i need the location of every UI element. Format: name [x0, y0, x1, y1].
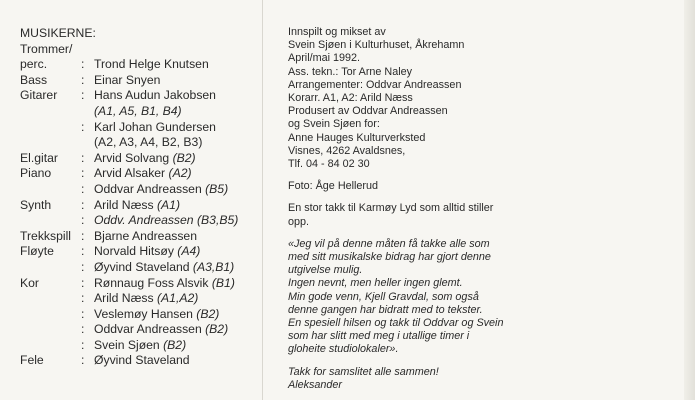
- separator-colon: :: [81, 322, 85, 337]
- credit-row: [20, 229, 238, 245]
- musician-credit: [94, 260, 234, 276]
- separator-colon: :: [81, 166, 85, 181]
- musician-name: Rønnaug Foss Alsvik: [94, 275, 212, 290]
- fold-line: [262, 0, 263, 400]
- musician-credit: [94, 73, 160, 89]
- credit-row: [20, 276, 238, 292]
- page-edge: [684, 0, 695, 400]
- musician-name: Øyvind Staveland: [94, 259, 193, 274]
- musician-credit: [94, 244, 200, 260]
- musician-credit: [94, 213, 238, 229]
- production-line: Produsert av Oddvar Andreassen: [288, 105, 448, 118]
- instrument-label: Trommer/: [20, 41, 73, 56]
- instrument-label: Fele: [20, 353, 44, 368]
- musician-credit: [94, 88, 216, 104]
- separator-colon: :: [81, 72, 85, 87]
- photo-credit: Foto: Åge Hellerud: [288, 180, 379, 193]
- message-line: som har slitt med meg i utallige timer i: [288, 330, 470, 343]
- musician-name: Trond Helge Knutsen: [94, 57, 209, 72]
- separator-colon: :: [81, 150, 85, 165]
- separator-colon: :: [81, 88, 85, 103]
- message-line: «Jeg vil på denne måten få takke alle som: [288, 237, 490, 250]
- musician-credit: [94, 151, 196, 167]
- credit-row: [20, 213, 238, 229]
- track-reference: (A1): [156, 197, 181, 212]
- musician-name: Oddvar Andreassen: [94, 181, 206, 196]
- instrument-label: [20, 120, 81, 136]
- musician-name: Einar Snyen: [94, 72, 161, 87]
- musician-credit: [94, 291, 198, 307]
- instrument-label: [20, 338, 81, 354]
- instrument-label: perc.: [20, 57, 48, 72]
- musician-name: Karl Johan Gundersen: [94, 119, 216, 134]
- credit-row: [20, 88, 238, 104]
- message-line: gloheite studiolokaler».: [288, 343, 399, 356]
- production-line: Svein Sjøen i Kulturhuset, Åkrehamn: [288, 39, 465, 52]
- instrument-label: El.gitar: [20, 150, 58, 165]
- track-reference: (B2): [205, 322, 229, 337]
- message-line: En spesiell hilsen og takk til Oddvar og Svein: [288, 317, 504, 330]
- musician-name: Veslemøy Hansen: [94, 306, 197, 321]
- musician-credit: [94, 229, 197, 245]
- musician-credit: [94, 307, 219, 323]
- musician-credit: [94, 198, 180, 214]
- credit-row: [20, 198, 238, 214]
- credit-row: [20, 338, 238, 354]
- closing-line: Takk for samslitet alle sammen!: [288, 365, 439, 378]
- separator-colon: [81, 42, 94, 58]
- musician-credit: [94, 322, 228, 338]
- musician-credit: [94, 104, 182, 120]
- credit-row: [20, 260, 238, 276]
- musician-credit: [94, 182, 228, 198]
- musician-name: Oddvar Andreassen: [94, 322, 206, 337]
- separator-colon: :: [81, 291, 85, 306]
- instrument-label: Piano: [20, 166, 52, 181]
- track-reference: (A4): [177, 244, 201, 259]
- instrument-label: [20, 307, 81, 323]
- musician-credit: [94, 120, 216, 136]
- production-line: Visnes, 4262 Avaldsnes,: [288, 144, 406, 157]
- track-reference: (B2): [196, 306, 220, 321]
- separator-colon: :: [81, 353, 85, 368]
- musician-credit: [94, 338, 186, 354]
- signature: Aleksander: [288, 378, 343, 391]
- credits-heading: MUSIKERNE:: [20, 26, 96, 40]
- separator-colon: :: [81, 57, 85, 72]
- track-reference: (A2): [168, 166, 192, 181]
- instrument-label: [20, 135, 81, 151]
- track-reference: (B2): [172, 150, 196, 165]
- instrument-label: [20, 182, 81, 198]
- instrument-label: Synth: [20, 197, 52, 212]
- credit-row: [20, 104, 238, 120]
- separator-colon: :: [81, 259, 85, 274]
- instrument-label: Gitarer: [20, 88, 58, 103]
- credit-row: [20, 120, 238, 136]
- separator-colon: :: [81, 244, 85, 259]
- track-reference: (A3,B1): [192, 259, 235, 274]
- production-line: Korarr. A1, A2: Arild Næss: [288, 92, 413, 105]
- credit-row: [20, 73, 238, 89]
- credit-row: [20, 42, 238, 58]
- message-line: utgivelse mulig.: [288, 264, 363, 277]
- production-line: Anne Hauges Kulturverksted: [288, 131, 426, 144]
- musician-name: (A2, A3, A4, B2, B3): [94, 135, 203, 150]
- production-block: [288, 26, 528, 171]
- message-block: [288, 238, 528, 357]
- instrument-label: Trekkspill: [20, 228, 72, 243]
- credit-row: [20, 291, 238, 307]
- instrument-label: Kor: [20, 275, 39, 290]
- separator-colon: :: [81, 181, 85, 196]
- track-reference: (A1, A5, B1, B4): [94, 103, 182, 118]
- credits-list: [20, 42, 238, 369]
- thanks-line: En stor takk til Karmøy Lyd som alltid stiller: [288, 202, 494, 215]
- musician-name: Arvid Alsaker: [94, 166, 169, 181]
- production-line: Ass. tekn.: Tor Arne Naley: [288, 65, 413, 78]
- production-line: Arrangementer: Oddvar Andreassen: [288, 78, 462, 91]
- musician-name: Arild Næss: [94, 291, 157, 306]
- credit-row: [20, 182, 238, 198]
- musician-name: Arild Næss: [94, 197, 157, 212]
- track-reference: (B5): [205, 181, 229, 196]
- track-reference: (B1): [211, 275, 235, 290]
- musician-credit: [94, 57, 209, 73]
- instrument-label: Bass: [20, 72, 48, 87]
- musician-name: Bjarne Andreassen: [94, 228, 197, 243]
- musician-name: Arvid Solvang: [94, 150, 173, 165]
- instrument-label: [20, 260, 81, 276]
- separator-colon: :: [81, 306, 85, 321]
- musician-name: Øyvind Staveland: [94, 353, 190, 368]
- instrument-label: [20, 291, 81, 307]
- instrument-label: Fløyte: [20, 244, 54, 259]
- separator-colon: [81, 104, 94, 120]
- credit-row: [20, 322, 238, 338]
- separator-colon: :: [81, 119, 85, 134]
- message-line: Min gode venn, Kjell Gravdal, som også: [288, 290, 479, 303]
- musician-credit: [94, 276, 235, 292]
- credit-row: [20, 135, 238, 151]
- separator-colon: [81, 135, 94, 151]
- production-line: Tlf. 04 - 84 02 30: [288, 158, 370, 171]
- message-line: Ingen nevnt, men heller ingen glemt.: [288, 277, 463, 290]
- separator-colon: :: [81, 213, 85, 228]
- musician-name: Norvald Hitsøy: [94, 244, 178, 259]
- instrument-label: [20, 322, 81, 338]
- musician-name: Hans Audun Jakobsen: [94, 88, 216, 103]
- musician-credit: [94, 166, 192, 182]
- credit-row: [20, 57, 238, 73]
- credit-row: [20, 307, 238, 323]
- production-line: Innspilt og mikset av: [288, 26, 386, 38]
- instrument-label: [20, 213, 81, 229]
- credit-row: [20, 151, 238, 167]
- credit-row: [20, 166, 238, 182]
- instrument-label: [20, 104, 81, 120]
- credits-column: [20, 26, 238, 369]
- musician-credit: [94, 135, 202, 151]
- production-line: April/mai 1992.: [288, 52, 361, 65]
- separator-colon: :: [81, 337, 85, 352]
- track-reference: (A1,A2): [156, 291, 199, 306]
- info-column: [288, 26, 528, 392]
- musician-credit: [94, 353, 190, 369]
- separator-colon: :: [81, 228, 85, 243]
- production-line: og Svein Sjøen for:: [288, 118, 380, 131]
- track-reference: Oddv. Andreassen (B3,B5): [94, 213, 239, 228]
- separator-colon: :: [81, 275, 85, 290]
- musician-name: Svein Sjøen: [94, 337, 164, 352]
- credit-row: [20, 244, 238, 260]
- credit-row: [20, 353, 238, 369]
- message-line: denne gangen har bidratt med to tekster.: [288, 303, 483, 316]
- separator-colon: :: [81, 197, 85, 212]
- thanks-line: opp.: [288, 215, 310, 228]
- message-line: med sitt musikalske bidrag har gjort denne: [288, 251, 491, 264]
- track-reference: (B2): [163, 337, 187, 352]
- thanks-block: [288, 202, 528, 228]
